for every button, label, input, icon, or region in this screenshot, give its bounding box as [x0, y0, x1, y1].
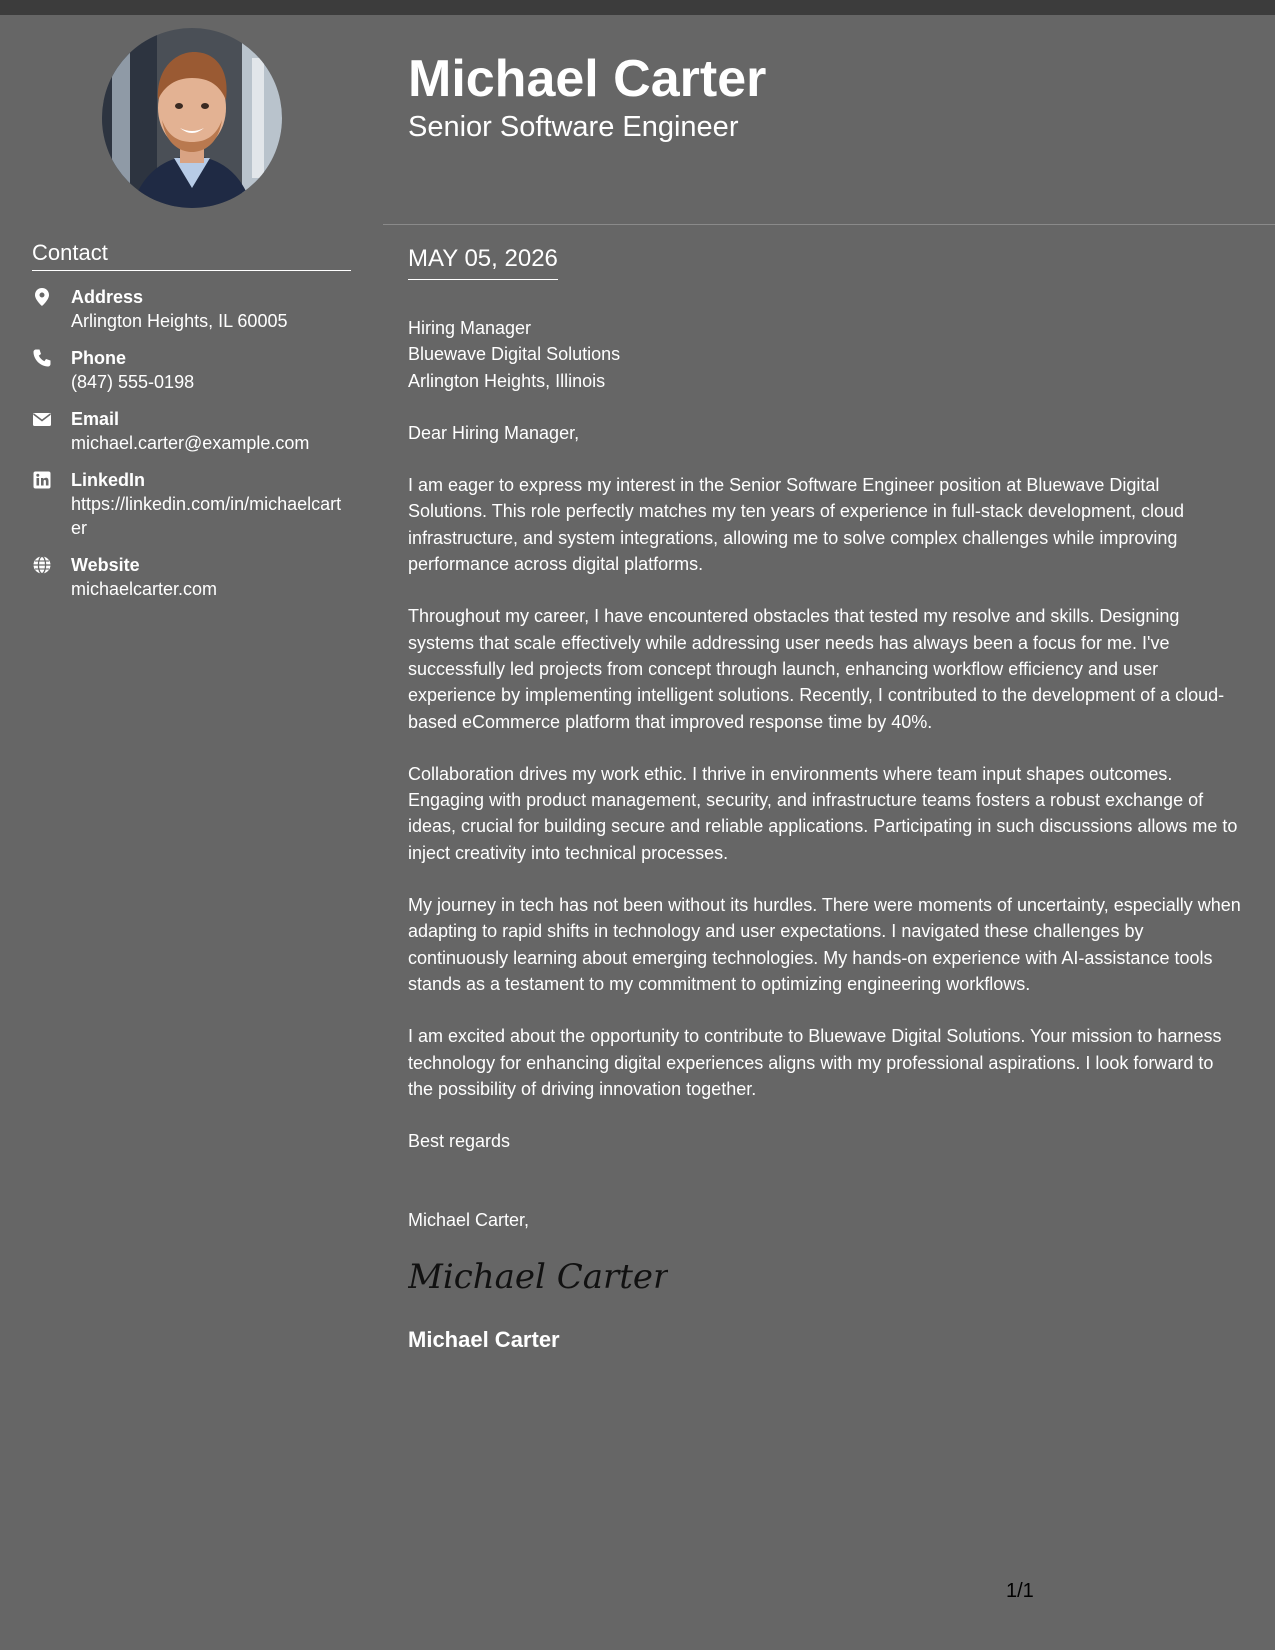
body-paragraph: I am excited about the opportunity to contribute to Bluewave Digital Solutions. Your mission to harness technology for enhancing digital experiences aligns with my professional aspirations. I look forward to the possibility of driving innovation together. — [408, 1026, 1222, 1099]
avatar — [102, 28, 282, 208]
header-divider — [383, 224, 1275, 225]
phone-value: (847) 555-0198 — [71, 372, 195, 392]
body-paragraph: Collaboration drives my work ethic. I thrive in environments where team input shapes outcomes. Engaging with product management, security, and infrastructure teams fosters a robust exchange of ideas, crucial for building secure and reliable applications. Participating in such discussions allows me to inject creativity into technical processes. — [408, 763, 1238, 863]
phone-icon — [32, 348, 52, 368]
handwritten-signature — [408, 1252, 668, 1302]
letter-date: MAY 05, 2026 — [408, 244, 558, 280]
signer-name: Michael Carter — [408, 1327, 560, 1353]
contact-item-email — [32, 407, 352, 455]
contact-label: Website — [71, 555, 140, 575]
map-pin-icon — [32, 287, 52, 307]
letter-main — [383, 15, 1275, 1650]
recipient-line: Bluewave Digital Solutions — [408, 344, 621, 365]
body-paragraph: Throughout my career, I have encountered obstacles that tested my resolve and skills. Designing systems that scale effectively while addressing user needs has always been a focus for me. I've successfully led projects from concept through launch, enhancing workflow efficiency and user experience by implementing intelligent solutions. Recently, I contributed to the development of a cloud-based eCommerce platform that improved response time by 40%. — [408, 606, 1225, 732]
signature-text: Michael Carter — [408, 1256, 668, 1297]
recipient-line: Arlington Heights, Illinois — [408, 370, 606, 391]
envelope-icon — [32, 409, 52, 429]
contact-label: Phone — [71, 348, 127, 368]
body-paragraph: My journey in tech has not been without its hurdles. There were moments of uncertainty, especially when adapting to rapid shifts in technology and user expectations. I navigated these challenges by continuously learning about emerging technologies. My hands-on experience with AI-assistance tools stands as a testament to my commitment to optimizing engineering workflows. — [408, 895, 1241, 994]
address-value: Arlington Heights, IL 60005 — [71, 311, 288, 331]
sidebar — [0, 15, 383, 1650]
contact-heading: Contact — [32, 240, 351, 271]
top-bar — [0, 0, 1275, 15]
contact-item-linkedin — [32, 468, 352, 540]
contact-item-website — [32, 553, 352, 601]
applicant-name: Michael Carter — [408, 50, 767, 108]
contact-label: LinkedIn — [71, 470, 146, 490]
website-value[interactable]: michaelcarter.com — [71, 579, 218, 599]
avatar-photo — [102, 28, 282, 208]
linkedin-icon — [32, 470, 52, 490]
recipient-line: Hiring Manager — [408, 318, 532, 338]
letter-body — [408, 315, 1243, 1353]
recipient-block — [408, 315, 1243, 394]
sign-off: Michael Carter, — [408, 1210, 530, 1231]
linkedin-value[interactable]: https://linkedin.com/in/michaelcarter — [71, 494, 342, 538]
applicant-title: Senior Software Engineer — [408, 111, 739, 143]
body-paragraph: I am eager to express my interest in the Senior Software Engineer position at Bluewave Digital Solutions. This role perfectly matches my ten years of experience in full-stack development, cloud infrastructure, and system integrations, allowing me to solve complex challenges while improving performance across digital platforms. — [408, 475, 1185, 575]
contact-label: Email — [71, 409, 120, 429]
greeting: Dear Hiring Manager, — [408, 422, 580, 443]
cover-letter-page — [0, 15, 1275, 1650]
email-value[interactable]: michael.carter@example.com — [71, 433, 310, 453]
page-indicator: 1/1 — [1006, 1580, 1034, 1602]
closing: Best regards — [408, 1131, 511, 1152]
contact-label: Address — [71, 287, 144, 307]
contact-item-address — [32, 285, 352, 333]
contact-list — [32, 285, 352, 614]
contact-item-phone — [32, 346, 352, 394]
globe-icon — [32, 555, 52, 575]
